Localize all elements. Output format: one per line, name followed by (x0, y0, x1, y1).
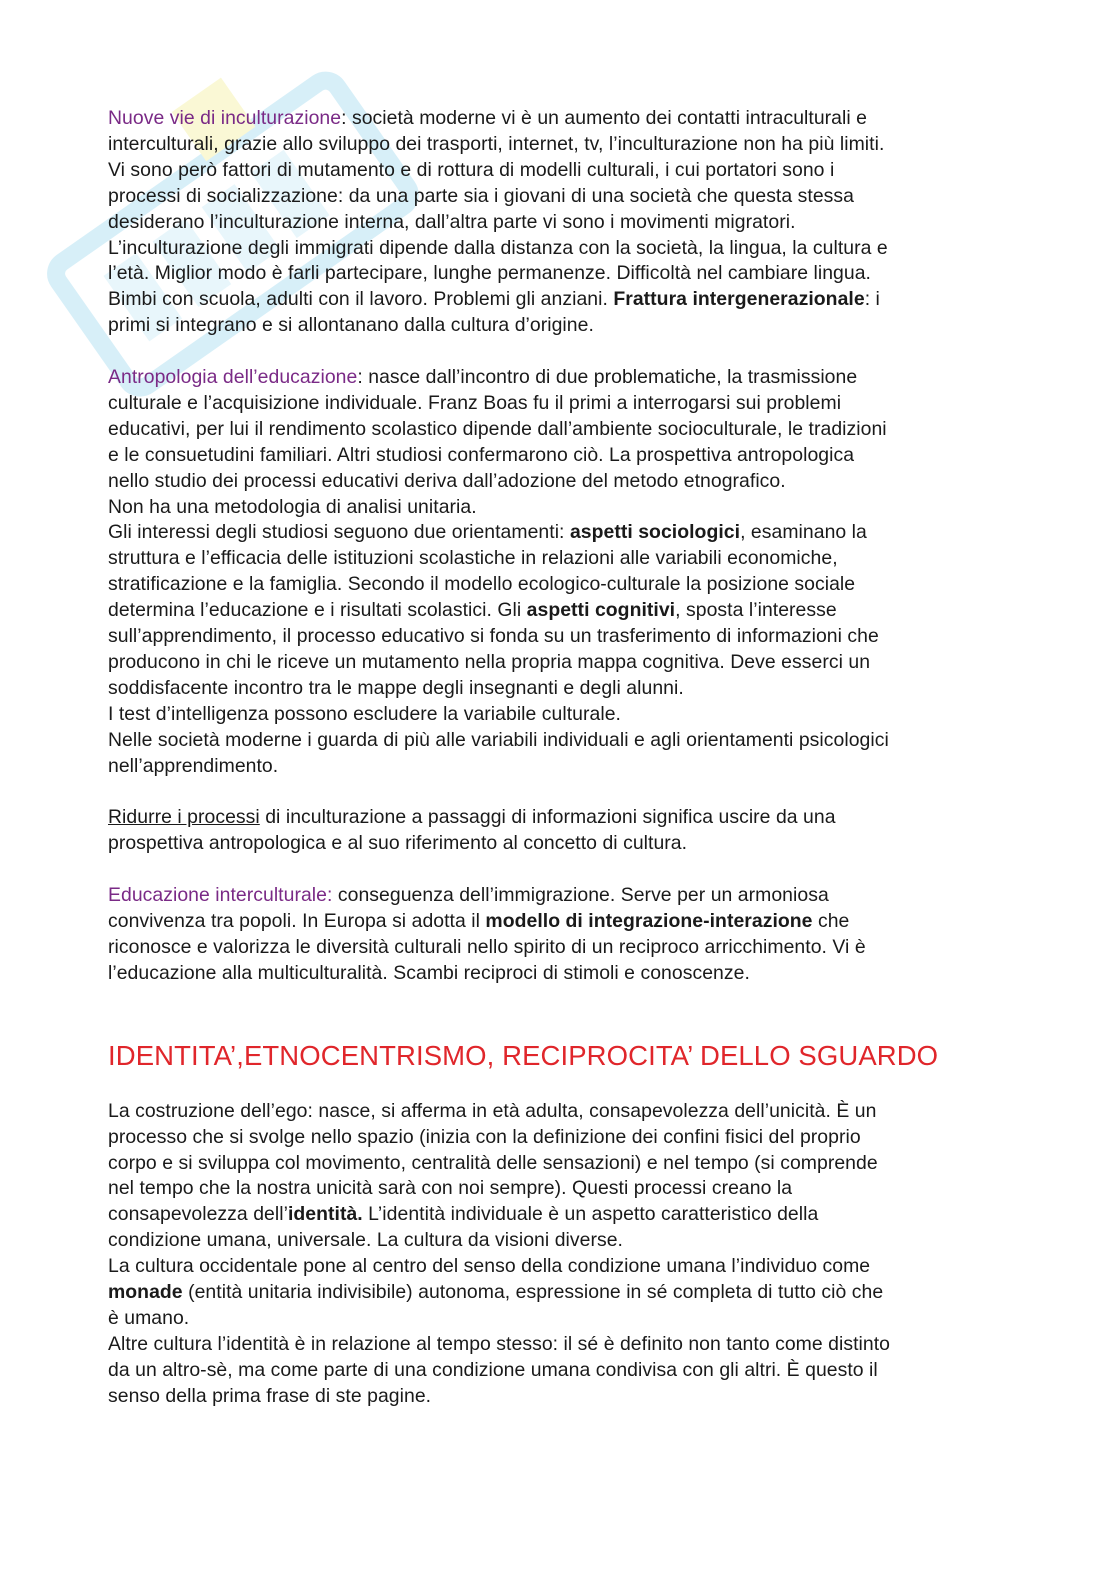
paragraph-line: nel tempo che la nostra unicità sarà con noi sempre). Questi processi creano la (108, 1177, 793, 1200)
bold-term: aspetti cognitivi (526, 599, 676, 622)
paragraph-line: nello studio dei processi educativi deriva dall’adozione del metodo etnografico. (108, 469, 786, 492)
paragraph-line: processi di socializzazione: da una parte sia i giovani di una società che questa stessa (108, 184, 854, 207)
text-span: consapevolezza dell’ (108, 1203, 288, 1226)
paragraph-line: senso della prima frase di ste pagine. (108, 1384, 432, 1407)
paragraph-line: producono in chi le riceve un mutamento nella propria mappa cognitiva. Deve esserci un (108, 651, 871, 674)
paragraph-line (108, 520, 1008, 546)
paragraph-line: culturale e l’acquisizione individuale. Franz Boas fu il primi a interrogarsi sui problemi (108, 391, 842, 414)
bold-term: aspetti sociologici (569, 521, 741, 544)
paragraph-line: sull’apprendimento, il processo educativo si fonda su un trasferimento di informazioni che (108, 625, 879, 648)
paragraph-line: è umano. (108, 1307, 190, 1330)
text-span: , esaminano la (740, 521, 867, 544)
paragraph-line: e le consuetudini familiari. Altri studiosi confermarono ciò. La prospettiva antropologica (108, 443, 855, 466)
paragraph-line: nell’apprendimento. (108, 754, 279, 777)
paragraph-line: Vi sono però fattori di mutamento e di rottura di modelli culturali, i cui portatori sono i (108, 158, 835, 181)
paragraph-line (108, 1202, 1008, 1228)
paragraph-line: educativi, per lui il rendimento scolastico dipende dall’ambiente socioculturale, le tradizioni (108, 417, 887, 440)
text-span: , sposta l’interesse (675, 599, 837, 622)
paragraph-line (108, 805, 1008, 831)
text-span: determina l’educazione e i risultati scolastici. Gli (108, 599, 527, 622)
paragraph-line: corpo e si sviluppa col movimento, centralità delle sensazioni) e nel tempo (si comprende (108, 1151, 878, 1174)
bold-term: modello di integrazione-interazione (485, 910, 813, 933)
paragraph-line (108, 883, 1008, 909)
bold-term: identità. (287, 1203, 363, 1226)
paragraph-line (108, 598, 1008, 624)
section-ridurre (108, 805, 1008, 857)
paragraph-line: interculturali, grazie allo sviluppo dei trasporti, internet, tv, l’inculturazione non ha più limiti. (108, 132, 885, 155)
paragraph-line: La cultura occidentale pone al centro del senso della condizione umana l’individuo come (108, 1255, 871, 1278)
text-span: : i (864, 288, 880, 311)
underlined-term: Ridurre i processi (108, 806, 260, 829)
text-span: : nasce dall’incontro di due problematiche, la trasmissione (357, 366, 858, 389)
section-title: IDENTITA’,ETNOCENTRISMO, RECIPROCITA’ DELLO SGUARDO (108, 1039, 939, 1071)
bold-term: Frattura intergenerazionale (613, 288, 865, 311)
paragraph-line: riconosce e valorizza le diversità culturali nello spirito di un reciproco arricchimento. Vi è (108, 935, 866, 958)
text-span: Gli interessi degli studiosi seguono due orientamenti: (108, 521, 570, 544)
paragraph-line (108, 1280, 1008, 1306)
section-antropologia (108, 365, 1008, 780)
text-span: L’identità individuale è un aspetto caratteristico della (362, 1203, 819, 1226)
text-span: Bimbi con scuola, adulti con il lavoro. Problemi gli anziani. (108, 288, 614, 311)
paragraph-line: L’inculturazione degli immigrati dipende dalla distanza con la società, la lingua, la cultura e (108, 236, 888, 259)
section-heading: Educazione interculturale: (108, 884, 333, 907)
paragraph-line: Nelle società moderne i guarda di più alle variabili individuali e agli orientamenti psicologici (108, 728, 889, 751)
paragraph-line (108, 106, 1008, 132)
section-identita (108, 1099, 1008, 1410)
text-span: convivenza tra popoli. In Europa si adotta il (108, 910, 486, 933)
section-heading: Antropologia dell’educazione (108, 366, 358, 389)
bold-term: monade (108, 1281, 183, 1304)
paragraph-line (108, 365, 1008, 391)
paragraph-line: l’età. Miglior modo è farli partecipare, lunghe permanenze. Difficoltà nel cambiare lingua. (108, 262, 871, 285)
section-heading: Nuove vie di inculturazione (108, 107, 342, 129)
text-span: di inculturazione a passaggi di informazioni significa uscire da una (259, 806, 836, 829)
paragraph-line (108, 287, 1008, 313)
paragraph-line: condizione umana, universale. La cultura da visioni diverse. (108, 1229, 623, 1252)
text-span: che (812, 910, 850, 933)
paragraph-line: soddisfacente incontro tra le mappe degli insegnanti e degli alunni. (108, 676, 684, 699)
text-span: : società moderne vi è un aumento dei contatti intraculturali e (341, 107, 868, 129)
paragraph-line: stratificazione e la famiglia. Secondo il modello ecologico-culturale la posizione sociale (108, 573, 856, 596)
paragraph-line: l’educazione alla multiculturalità. Scambi reciproci di stimoli e conoscenze. (108, 961, 750, 984)
paragraph-line: La costruzione dell’ego: nasce, si afferma in età adulta, consapevolezza dell’unicità. È un (108, 1099, 877, 1122)
document-page (108, 106, 1008, 1410)
section-nuove-vie (108, 106, 1008, 339)
section-educazione-interculturale (108, 883, 1008, 987)
text-span: (entità unitaria indivisibile) autonoma, espressione in sé completa di tutto ciò che (182, 1281, 884, 1304)
paragraph-line: processo che si svolge nello spazio (inizia con la definizione dei confini fisici del proprio (108, 1125, 861, 1148)
paragraph-line: primi si integrano e si allontanano dalla cultura d’origine. (108, 314, 594, 337)
paragraph-line: Altre cultura l’identità è in relazione al tempo stesso: il sé è definito non tanto come distinto (108, 1332, 890, 1355)
paragraph-line: prospettiva antropologica e al suo riferimento al concetto di cultura. (108, 832, 688, 855)
paragraph-line: I test d’intelligenza possono escludere la variabile culturale. (108, 702, 621, 725)
paragraph-line: da un altro-sè, ma come parte di una condizione umana condivisa con gli altri. È questo il (108, 1358, 878, 1381)
text-span: conseguenza dell’immigrazione. Serve per un armoniosa (332, 884, 829, 907)
paragraph-line: struttura e l’efficacia delle istituzioni scolastiche in relazioni alle variabili economiche, (108, 547, 838, 570)
paragraph-line (108, 909, 1008, 935)
paragraph-line: desiderano l’inculturazione interna, dall’altra parte vi sono i movimenti migratori. (108, 210, 796, 233)
paragraph-line: Non ha una metodologia di analisi unitaria. (108, 495, 477, 518)
